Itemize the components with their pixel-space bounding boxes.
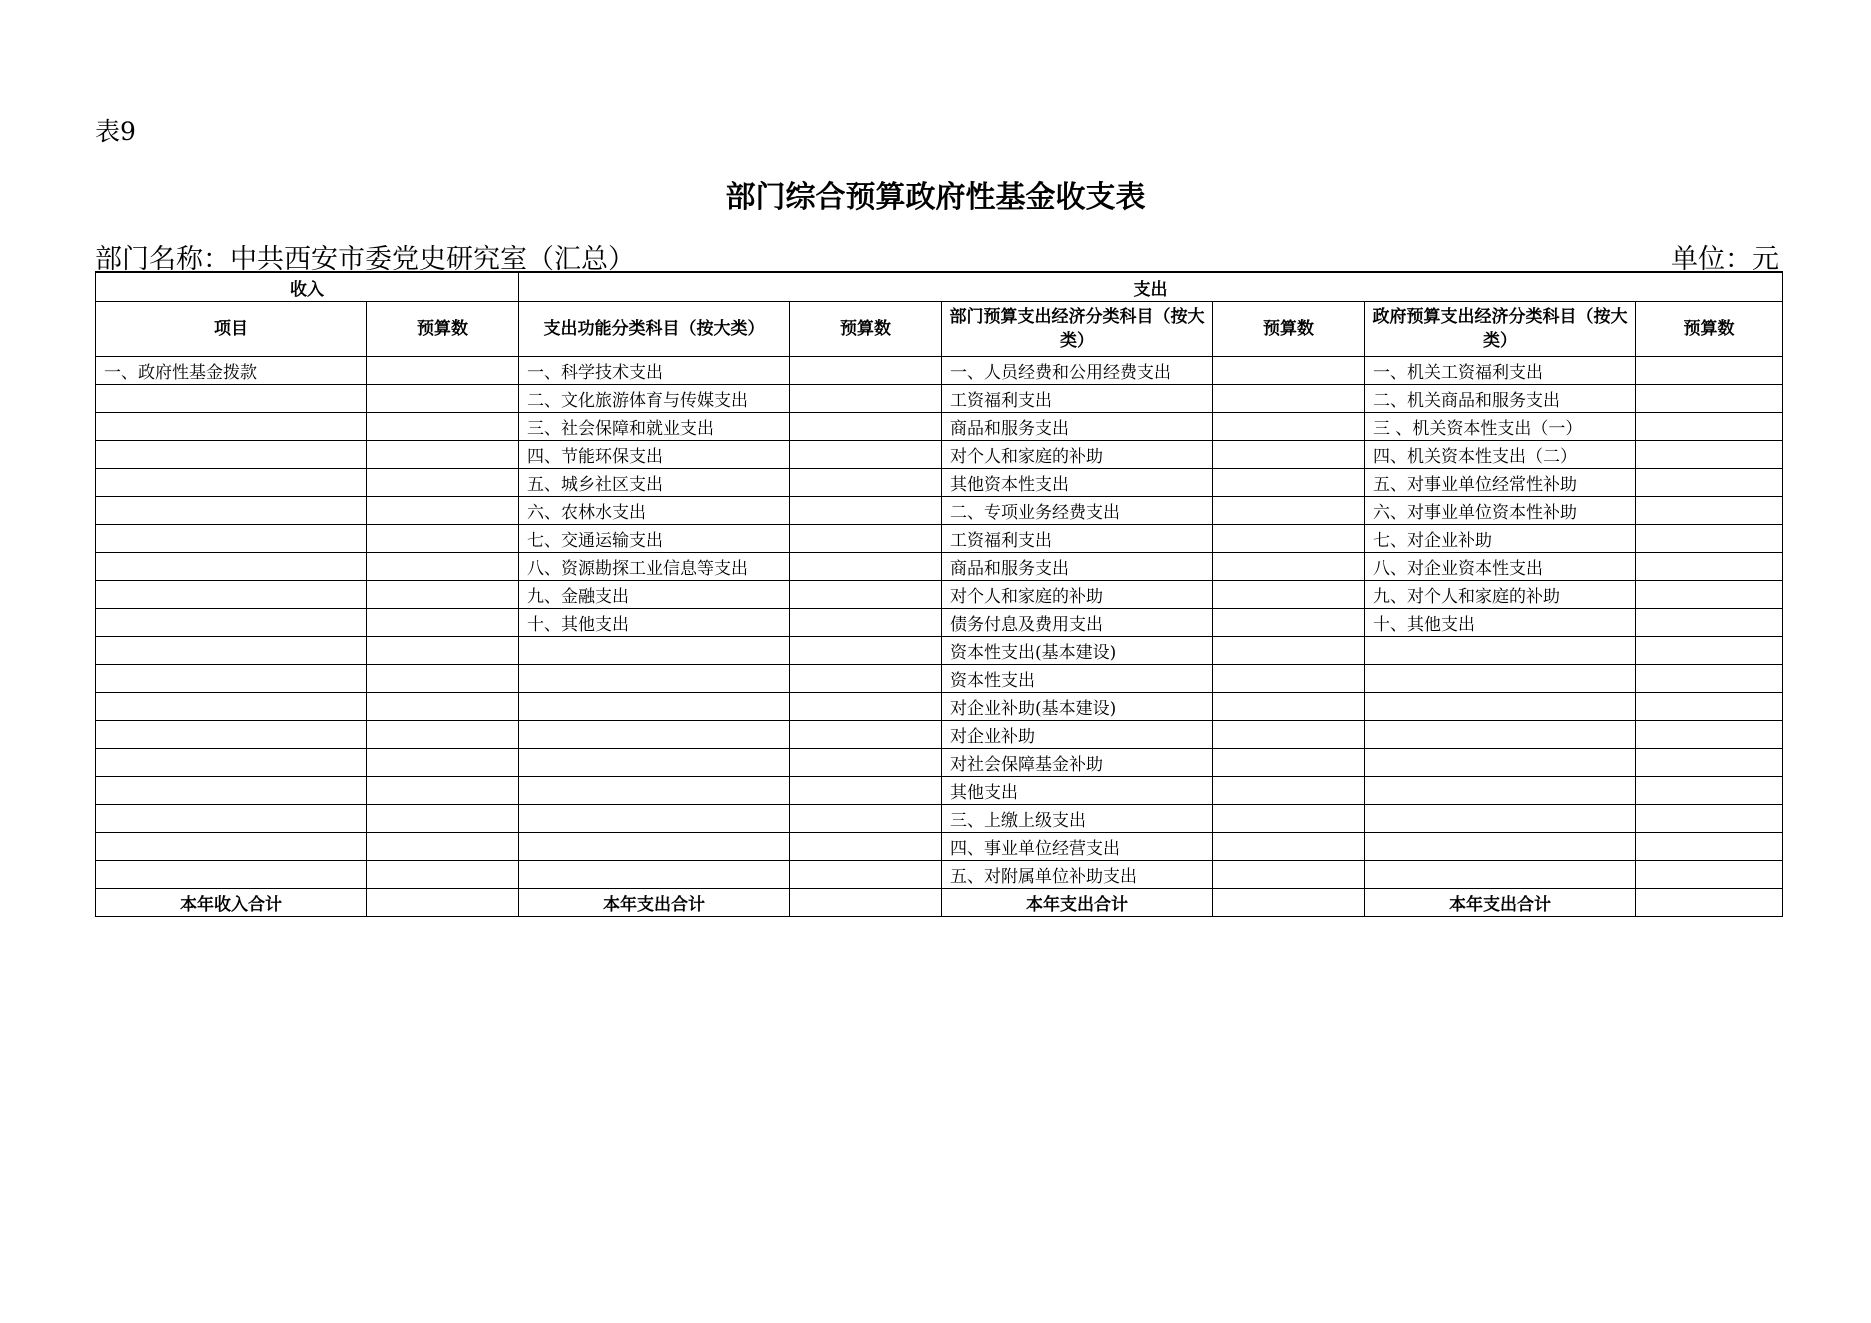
- func-class-cell: [519, 777, 790, 805]
- gov-econ-class-cell: 四、机关资本性支出（二）: [1365, 441, 1636, 469]
- income-item-cell: [96, 861, 367, 889]
- gov-econ-class-cell: 八、对企业资本性支出: [1365, 553, 1636, 581]
- col-budget-header: 预算数: [1213, 302, 1365, 357]
- dept-econ-class-cell: 对企业补助: [942, 721, 1213, 749]
- dept-econ-class-cell: 对个人和家庭的补助: [942, 441, 1213, 469]
- income-item-cell: [96, 749, 367, 777]
- gov-econ-class-cell: 五、对事业单位经常性补助: [1365, 469, 1636, 497]
- gov-econ-class-cell: [1365, 833, 1636, 861]
- budget-value-cell: [367, 665, 519, 693]
- income-item-cell: [96, 805, 367, 833]
- table-number: 表9: [95, 117, 136, 146]
- func-class-cell: [519, 665, 790, 693]
- gov-econ-class-cell: [1365, 665, 1636, 693]
- table-row: [96, 469, 1783, 497]
- budget-value-cell: [1636, 357, 1783, 385]
- dept-econ-class-cell: 工资福利支出: [942, 525, 1213, 553]
- gov-econ-class-cell: [1365, 777, 1636, 805]
- budget-value-cell: [367, 721, 519, 749]
- budget-value-cell: [1636, 749, 1783, 777]
- table-row: [96, 357, 1783, 385]
- department-name: 部门名称：中共西安市委党史研究室（汇总）: [95, 244, 635, 275]
- budget-value-cell: [790, 833, 942, 861]
- budget-value-cell: [1213, 665, 1365, 693]
- budget-value-cell: [367, 441, 519, 469]
- income-header: 收入: [96, 272, 519, 302]
- expense-total-label: 本年支出合计: [519, 889, 790, 917]
- dept-econ-class-cell: 其他支出: [942, 777, 1213, 805]
- budget-value-cell: [790, 665, 942, 693]
- budget-value-cell: [367, 385, 519, 413]
- func-class-cell: 一、科学技术支出: [519, 357, 790, 385]
- budget-value-cell: [1636, 497, 1783, 525]
- budget-value-cell: [1636, 665, 1783, 693]
- func-class-cell: 九、金融支出: [519, 581, 790, 609]
- func-class-cell: 十、其他支出: [519, 609, 790, 637]
- budget-value-cell: [367, 805, 519, 833]
- income-item-cell: [96, 525, 367, 553]
- budget-value-cell: [790, 357, 942, 385]
- budget-value-cell: [367, 861, 519, 889]
- dept-econ-class-cell: 资本性支出(基本建设): [942, 637, 1213, 665]
- budget-value-cell: [367, 749, 519, 777]
- income-item-cell: [96, 777, 367, 805]
- budget-value-cell: [1213, 749, 1365, 777]
- budget-value-cell: [790, 385, 942, 413]
- unit-label: 单位：元: [1671, 244, 1779, 275]
- dept-econ-class-cell: 资本性支出: [942, 665, 1213, 693]
- income-item-cell: [96, 665, 367, 693]
- gov-econ-class-cell: 九、对个人和家庭的补助: [1365, 581, 1636, 609]
- gov-econ-class-cell: 十、其他支出: [1365, 609, 1636, 637]
- budget-value-cell: [1636, 805, 1783, 833]
- func-class-cell: [519, 693, 790, 721]
- budget-value-cell: [367, 777, 519, 805]
- func-class-cell: 六、农林水支出: [519, 497, 790, 525]
- table-row: [96, 553, 1783, 581]
- budget-value-cell: [367, 581, 519, 609]
- col-budget-header: 预算数: [1636, 302, 1783, 357]
- budget-value-cell: [367, 497, 519, 525]
- income-item-cell: [96, 385, 367, 413]
- budget-value-cell: [790, 861, 942, 889]
- func-class-cell: [519, 721, 790, 749]
- table-row: [96, 441, 1783, 469]
- func-class-cell: [519, 805, 790, 833]
- table-row: [96, 413, 1783, 441]
- budget-value-cell: [1213, 777, 1365, 805]
- budget-value-cell: [1213, 385, 1365, 413]
- gov-econ-class-cell: [1365, 637, 1636, 665]
- budget-value-cell: [790, 777, 942, 805]
- income-item-cell: [96, 721, 367, 749]
- expense-total-value: [1636, 889, 1783, 917]
- table-row: [96, 833, 1783, 861]
- dept-econ-class-cell: 一、人员经费和公用经费支出: [942, 357, 1213, 385]
- table-row: [96, 665, 1783, 693]
- func-class-cell: 七、交通运输支出: [519, 525, 790, 553]
- expense-total-value: [1213, 889, 1365, 917]
- budget-value-cell: [367, 693, 519, 721]
- dept-econ-class-cell: 对个人和家庭的补助: [942, 581, 1213, 609]
- budget-value-cell: [790, 749, 942, 777]
- dept-econ-class-cell: 五、对附属单位补助支出: [942, 861, 1213, 889]
- gov-econ-class-cell: [1365, 721, 1636, 749]
- budget-value-cell: [367, 553, 519, 581]
- dept-econ-class-cell: 债务付息及费用支出: [942, 609, 1213, 637]
- dept-econ-class-cell: 对社会保障基金补助: [942, 749, 1213, 777]
- budget-value-cell: [1213, 497, 1365, 525]
- dept-econ-class-cell: 对企业补助(基本建设): [942, 693, 1213, 721]
- budget-value-cell: [1636, 833, 1783, 861]
- dept-econ-class-cell: 二、专项业务经费支出: [942, 497, 1213, 525]
- budget-value-cell: [1636, 581, 1783, 609]
- dept-econ-class-cell: 商品和服务支出: [942, 553, 1213, 581]
- gov-econ-class-cell: 七、对企业补助: [1365, 525, 1636, 553]
- table-row: [96, 777, 1783, 805]
- budget-value-cell: [1213, 413, 1365, 441]
- func-class-cell: [519, 749, 790, 777]
- income-total-label: 本年收入合计: [96, 889, 367, 917]
- budget-value-cell: [790, 497, 942, 525]
- col-dept-econ-class-header: 部门预算支出经济分类科目（按大类）: [942, 302, 1213, 357]
- table-row: [96, 749, 1783, 777]
- gov-econ-class-cell: 三 、机关资本性支出（一）: [1365, 413, 1636, 441]
- income-item-cell: [96, 833, 367, 861]
- dept-econ-class-cell: 四、事业单位经营支出: [942, 833, 1213, 861]
- table-row: [96, 581, 1783, 609]
- func-class-cell: 八、资源勘探工业信息等支出: [519, 553, 790, 581]
- expense-total-label: 本年支出合计: [1365, 889, 1636, 917]
- budget-value-cell: [1213, 581, 1365, 609]
- gov-econ-class-cell: 六、对事业单位资本性补助: [1365, 497, 1636, 525]
- income-total-value: [367, 889, 519, 917]
- budget-value-cell: [790, 805, 942, 833]
- budget-value-cell: [1636, 385, 1783, 413]
- budget-value-cell: [367, 469, 519, 497]
- table-row: [96, 805, 1783, 833]
- budget-value-cell: [1213, 553, 1365, 581]
- totals-row: [96, 889, 1783, 917]
- table-row: [96, 861, 1783, 889]
- budget-value-cell: [1636, 553, 1783, 581]
- table-row: [96, 721, 1783, 749]
- expense-total-label: 本年支出合计: [942, 889, 1213, 917]
- func-class-cell: 二、文化旅游体育与传媒支出: [519, 385, 790, 413]
- budget-value-cell: [367, 609, 519, 637]
- gov-econ-class-cell: [1365, 693, 1636, 721]
- table-row: [96, 385, 1783, 413]
- func-class-cell: [519, 833, 790, 861]
- budget-value-cell: [790, 609, 942, 637]
- budget-value-cell: [1636, 861, 1783, 889]
- budget-value-cell: [790, 413, 942, 441]
- budget-value-cell: [790, 721, 942, 749]
- table-row: [96, 637, 1783, 665]
- budget-value-cell: [1636, 693, 1783, 721]
- income-item-cell: [96, 469, 367, 497]
- budget-value-cell: [1213, 861, 1365, 889]
- gov-econ-class-cell: [1365, 749, 1636, 777]
- budget-value-cell: [1636, 441, 1783, 469]
- col-budget-header: 预算数: [790, 302, 942, 357]
- gov-econ-class-cell: [1365, 805, 1636, 833]
- col-budget-header: 预算数: [367, 302, 519, 357]
- budget-value-cell: [1636, 609, 1783, 637]
- dept-econ-class-cell: 工资福利支出: [942, 385, 1213, 413]
- gov-econ-class-cell: [1365, 861, 1636, 889]
- func-class-cell: 三、社会保障和就业支出: [519, 413, 790, 441]
- budget-value-cell: [367, 413, 519, 441]
- budget-value-cell: [790, 525, 942, 553]
- budget-value-cell: [1213, 805, 1365, 833]
- expense-header: 支出: [519, 272, 1783, 302]
- dept-econ-class-cell: 商品和服务支出: [942, 413, 1213, 441]
- gov-econ-class-cell: 二、机关商品和服务支出: [1365, 385, 1636, 413]
- budget-value-cell: [1213, 833, 1365, 861]
- func-class-cell: 五、城乡社区支出: [519, 469, 790, 497]
- budget-value-cell: [1213, 609, 1365, 637]
- income-item-cell: [96, 497, 367, 525]
- dept-econ-class-cell: 其他资本性支出: [942, 469, 1213, 497]
- budget-value-cell: [367, 357, 519, 385]
- budget-value-cell: [1636, 721, 1783, 749]
- budget-value-cell: [367, 833, 519, 861]
- dept-econ-class-cell: 三、上缴上级支出: [942, 805, 1213, 833]
- budget-value-cell: [1636, 469, 1783, 497]
- func-class-cell: 四、节能环保支出: [519, 441, 790, 469]
- func-class-cell: [519, 637, 790, 665]
- budget-value-cell: [367, 637, 519, 665]
- table-row: [96, 693, 1783, 721]
- budget-value-cell: [1636, 413, 1783, 441]
- income-item-cell: [96, 693, 367, 721]
- budget-value-cell: [1636, 777, 1783, 805]
- gov-econ-class-cell: 一、机关工资福利支出: [1365, 357, 1636, 385]
- table-row: [96, 525, 1783, 553]
- col-gov-econ-class-header: 政府预算支出经济分类科目（按大类）: [1365, 302, 1636, 357]
- budget-value-cell: [790, 581, 942, 609]
- income-item-cell: [96, 553, 367, 581]
- budget-value-cell: [1213, 693, 1365, 721]
- budget-value-cell: [1213, 357, 1365, 385]
- budget-value-cell: [1636, 637, 1783, 665]
- budget-value-cell: [1213, 637, 1365, 665]
- budget-value-cell: [790, 469, 942, 497]
- income-item-cell: [96, 581, 367, 609]
- page-title: 部门综合预算政府性基金收支表: [725, 180, 1146, 215]
- budget-value-cell: [1636, 525, 1783, 553]
- budget-value-cell: [1213, 721, 1365, 749]
- income-item-cell: [96, 609, 367, 637]
- budget-value-cell: [1213, 469, 1365, 497]
- col-item-header: 项目: [96, 302, 367, 357]
- table-row: [96, 497, 1783, 525]
- budget-value-cell: [790, 441, 942, 469]
- budget-table: [95, 271, 1783, 917]
- budget-value-cell: [790, 693, 942, 721]
- expense-total-value: [790, 889, 942, 917]
- budget-value-cell: [1213, 525, 1365, 553]
- income-item-cell: [96, 637, 367, 665]
- budget-value-cell: [790, 637, 942, 665]
- table-row: [96, 609, 1783, 637]
- col-func-class-header: 支出功能分类科目（按大类）: [519, 302, 790, 357]
- table-body: [96, 357, 1783, 889]
- func-class-cell: [519, 861, 790, 889]
- income-item-cell: 一、政府性基金拨款: [96, 357, 367, 385]
- budget-value-cell: [790, 553, 942, 581]
- budget-value-cell: [367, 525, 519, 553]
- budget-value-cell: [1213, 441, 1365, 469]
- income-item-cell: [96, 413, 367, 441]
- income-item-cell: [96, 441, 367, 469]
